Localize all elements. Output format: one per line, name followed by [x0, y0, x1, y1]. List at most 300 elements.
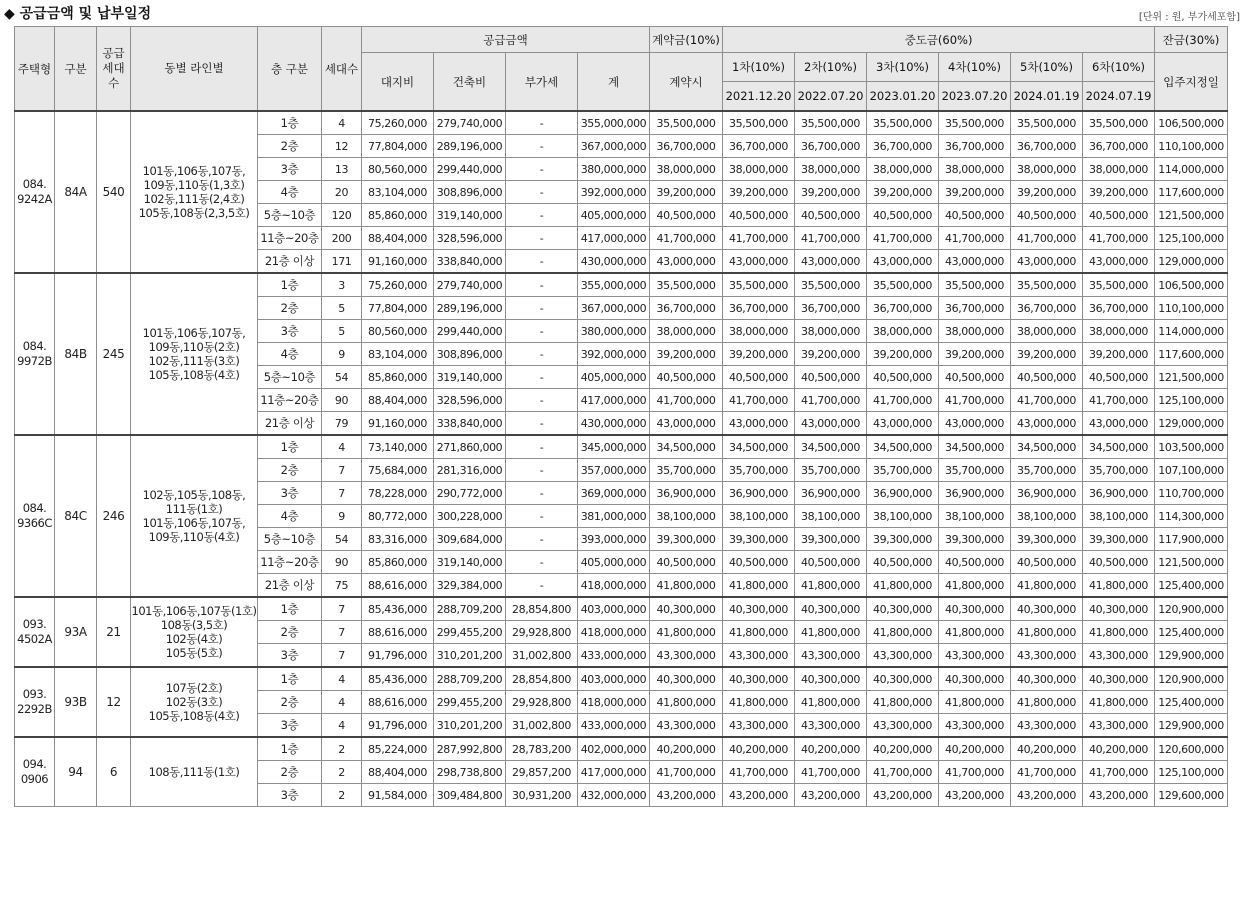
cell-middle-2: 41,800,000 [795, 574, 867, 598]
cell-middle-3: 38,100,000 [867, 505, 939, 528]
cell-total: 355,000,000 [578, 273, 650, 297]
cell-land: 85,224,000 [362, 737, 434, 761]
cell-balance: 117,900,000 [1155, 528, 1228, 551]
cell-total: 430,000,000 [578, 250, 650, 274]
cell-deposit: 40,500,000 [650, 551, 723, 574]
cell-deposit: 36,700,000 [650, 135, 723, 158]
cell-middle-5: 41,800,000 [1011, 621, 1083, 644]
cell-building: 310,201,200 [434, 644, 506, 668]
cell-middle-1: 34,500,000 [723, 435, 795, 459]
header-land: 대지비 [362, 53, 434, 112]
table-row [15, 111, 1228, 135]
cell-balance: 103,500,000 [1155, 435, 1228, 459]
cell-middle-2: 40,200,000 [795, 737, 867, 761]
cell-building: 281,316,000 [434, 459, 506, 482]
cell-middle-6: 35,500,000 [1083, 273, 1155, 297]
header-supply-units: 공급 세대수 [97, 27, 131, 112]
cell-units: 9 [322, 505, 362, 528]
header-middle-5: 5차(10%) [1011, 53, 1083, 82]
cell-category: 94 [55, 737, 97, 807]
cell-land: 75,260,000 [362, 273, 434, 297]
cell-supply-units: 245 [97, 273, 131, 435]
cell-middle-5: 41,700,000 [1011, 389, 1083, 412]
header-middle-6: 6차(10%) [1083, 53, 1155, 82]
header-vat: 부가세 [506, 53, 578, 112]
cell-land: 83,316,000 [362, 528, 434, 551]
cell-building: 288,709,200 [434, 667, 506, 691]
table-row [15, 737, 1228, 761]
cell-middle-5: 43,300,000 [1011, 714, 1083, 738]
cell-category: 84B [55, 273, 97, 435]
cell-units: 7 [322, 644, 362, 668]
cell-middle-2: 43,200,000 [795, 784, 867, 807]
cell-middle-6: 41,700,000 [1083, 389, 1155, 412]
cell-total: 345,000,000 [578, 435, 650, 459]
cell-total: 355,000,000 [578, 111, 650, 135]
cell-total: 403,000,000 [578, 667, 650, 691]
cell-middle-1: 40,300,000 [723, 597, 795, 621]
cell-middle-1: 41,800,000 [723, 621, 795, 644]
cell-deposit: 43,200,000 [650, 784, 723, 807]
cell-balance: 120,900,000 [1155, 597, 1228, 621]
cell-balance: 106,500,000 [1155, 273, 1228, 297]
cell-building: 289,196,000 [434, 297, 506, 320]
header-house-type: 주택형 [15, 27, 55, 112]
cell-floor: 3층 [258, 320, 322, 343]
cell-balance: 110,700,000 [1155, 482, 1228, 505]
cell-balance: 107,100,000 [1155, 459, 1228, 482]
cell-balance: 121,500,000 [1155, 204, 1228, 227]
header-supply-amount: 공급금액 [362, 27, 650, 53]
title-bar [0, 0, 1242, 24]
cell-middle-6: 43,300,000 [1083, 644, 1155, 668]
cell-deposit: 35,700,000 [650, 459, 723, 482]
cell-middle-6: 41,800,000 [1083, 574, 1155, 598]
cell-units: 4 [322, 111, 362, 135]
cell-middle-2: 38,000,000 [795, 158, 867, 181]
header-middle-3: 3차(10%) [867, 53, 939, 82]
cell-balance: 125,400,000 [1155, 691, 1228, 714]
cell-vat: 31,002,800 [506, 644, 578, 668]
cell-middle-5: 39,300,000 [1011, 528, 1083, 551]
table-row [15, 597, 1228, 621]
cell-deposit: 35,500,000 [650, 273, 723, 297]
cell-building: 298,738,800 [434, 761, 506, 784]
cell-building: 289,196,000 [434, 135, 506, 158]
cell-middle-1: 35,500,000 [723, 111, 795, 135]
cell-middle-2: 40,300,000 [795, 597, 867, 621]
cell-middle-5: 43,200,000 [1011, 784, 1083, 807]
cell-balance: 125,400,000 [1155, 621, 1228, 644]
cell-middle-3: 40,500,000 [867, 366, 939, 389]
cell-vat: - [506, 528, 578, 551]
cell-total: 432,000,000 [578, 784, 650, 807]
cell-vat: - [506, 181, 578, 204]
cell-middle-5: 36,900,000 [1011, 482, 1083, 505]
cell-balance: 121,500,000 [1155, 366, 1228, 389]
cell-units: 90 [322, 551, 362, 574]
cell-total: 405,000,000 [578, 204, 650, 227]
cell-total: 402,000,000 [578, 737, 650, 761]
cell-middle-4: 40,200,000 [939, 737, 1011, 761]
cell-total: 367,000,000 [578, 135, 650, 158]
cell-middle-4: 34,500,000 [939, 435, 1011, 459]
cell-middle-2: 38,100,000 [795, 505, 867, 528]
header-middle-4: 4차(10%) [939, 53, 1011, 82]
cell-middle-6: 40,500,000 [1083, 204, 1155, 227]
cell-middle-4: 40,500,000 [939, 204, 1011, 227]
cell-balance: 129,000,000 [1155, 250, 1228, 274]
cell-balance: 125,100,000 [1155, 227, 1228, 250]
cell-deposit: 38,100,000 [650, 505, 723, 528]
cell-middle-3: 41,800,000 [867, 574, 939, 598]
cell-middle-2: 43,300,000 [795, 644, 867, 668]
cell-land: 83,104,000 [362, 181, 434, 204]
cell-deposit: 43,000,000 [650, 412, 723, 436]
cell-units: 7 [322, 597, 362, 621]
cell-middle-6: 40,300,000 [1083, 597, 1155, 621]
cell-middle-4: 35,500,000 [939, 273, 1011, 297]
cell-middle-4: 41,700,000 [939, 227, 1011, 250]
header-balance-sub: 입주지정일 [1155, 53, 1228, 112]
header-balance: 잔금(30%) [1155, 27, 1228, 53]
cell-middle-4: 43,000,000 [939, 250, 1011, 274]
table-body [15, 111, 1228, 807]
cell-category: 84C [55, 435, 97, 597]
cell-total: 433,000,000 [578, 714, 650, 738]
cell-supply-units: 540 [97, 111, 131, 273]
cell-middle-6: 36,900,000 [1083, 482, 1155, 505]
cell-middle-6: 34,500,000 [1083, 435, 1155, 459]
cell-middle-1: 36,700,000 [723, 297, 795, 320]
cell-middle-2: 36,900,000 [795, 482, 867, 505]
cell-middle-5: 41,700,000 [1011, 227, 1083, 250]
cell-middle-1: 38,100,000 [723, 505, 795, 528]
cell-floor: 4층 [258, 181, 322, 204]
cell-middle-2: 36,700,000 [795, 135, 867, 158]
header-middle-payment: 중도금(60%) [723, 27, 1155, 53]
cell-middle-1: 41,800,000 [723, 691, 795, 714]
cell-building-line: 107동(2호) 102동(3호) 105동,108동(4호) [131, 667, 258, 737]
cell-building: 338,840,000 [434, 412, 506, 436]
cell-building: 310,201,200 [434, 714, 506, 738]
header-building-line: 동별 라인별 [131, 27, 258, 112]
cell-vat: 31,002,800 [506, 714, 578, 738]
cell-house-type: 094. 0906 [15, 737, 55, 807]
header-deposit: 계약금(10%) [650, 27, 723, 53]
cell-middle-2: 39,200,000 [795, 343, 867, 366]
cell-balance: 106,500,000 [1155, 111, 1228, 135]
cell-middle-5: 34,500,000 [1011, 435, 1083, 459]
cell-middle-4: 40,300,000 [939, 597, 1011, 621]
cell-vat: 29,928,800 [506, 621, 578, 644]
cell-building: 309,684,000 [434, 528, 506, 551]
cell-middle-6: 39,200,000 [1083, 181, 1155, 204]
cell-middle-3: 43,000,000 [867, 250, 939, 274]
cell-total: 418,000,000 [578, 574, 650, 598]
cell-total: 418,000,000 [578, 621, 650, 644]
cell-units: 54 [322, 366, 362, 389]
cell-units: 12 [322, 135, 362, 158]
cell-deposit: 43,300,000 [650, 714, 723, 738]
cell-middle-5: 40,300,000 [1011, 597, 1083, 621]
cell-building-line: 108동,111동(1호) [131, 737, 258, 807]
cell-middle-6: 39,300,000 [1083, 528, 1155, 551]
cell-supply-units: 12 [97, 667, 131, 737]
cell-middle-1: 35,700,000 [723, 459, 795, 482]
cell-land: 91,160,000 [362, 250, 434, 274]
cell-floor: 3층 [258, 714, 322, 738]
cell-category: 84A [55, 111, 97, 273]
cell-land: 85,860,000 [362, 551, 434, 574]
cell-middle-3: 40,200,000 [867, 737, 939, 761]
cell-units: 3 [322, 273, 362, 297]
cell-floor: 1층 [258, 111, 322, 135]
unit-note: [단위 : 원, 부가세포함] [1138, 12, 1240, 23]
cell-middle-4: 38,000,000 [939, 320, 1011, 343]
cell-building: 299,455,200 [434, 621, 506, 644]
supply-price-table [14, 26, 1228, 807]
cell-vat: - [506, 459, 578, 482]
cell-middle-2: 41,800,000 [795, 691, 867, 714]
cell-middle-3: 40,500,000 [867, 551, 939, 574]
cell-middle-1: 41,700,000 [723, 227, 795, 250]
cell-units: 7 [322, 482, 362, 505]
cell-building: 288,709,200 [434, 597, 506, 621]
cell-units: 4 [322, 435, 362, 459]
cell-floor: 2층 [258, 621, 322, 644]
cell-middle-6: 38,100,000 [1083, 505, 1155, 528]
cell-middle-3: 43,300,000 [867, 714, 939, 738]
cell-vat: - [506, 297, 578, 320]
cell-land: 80,560,000 [362, 320, 434, 343]
cell-floor: 1층 [258, 597, 322, 621]
cell-middle-4: 35,500,000 [939, 111, 1011, 135]
cell-floor: 5층~10층 [258, 366, 322, 389]
cell-middle-2: 40,500,000 [795, 366, 867, 389]
cell-middle-6: 35,700,000 [1083, 459, 1155, 482]
cell-total: 380,000,000 [578, 158, 650, 181]
cell-supply-units: 21 [97, 597, 131, 667]
cell-deposit: 41,800,000 [650, 691, 723, 714]
cell-deposit: 34,500,000 [650, 435, 723, 459]
cell-total: 417,000,000 [578, 761, 650, 784]
cell-middle-6: 41,800,000 [1083, 621, 1155, 644]
cell-floor: 3층 [258, 644, 322, 668]
cell-land: 78,228,000 [362, 482, 434, 505]
cell-middle-5: 40,200,000 [1011, 737, 1083, 761]
cell-units: 54 [322, 528, 362, 551]
cell-floor: 2층 [258, 135, 322, 158]
cell-middle-6: 38,000,000 [1083, 158, 1155, 181]
cell-floor: 3층 [258, 158, 322, 181]
cell-vat: - [506, 135, 578, 158]
cell-house-type: 084. 9972B [15, 273, 55, 435]
cell-units: 9 [322, 343, 362, 366]
cell-house-type: 093. 2292B [15, 667, 55, 737]
cell-floor: 21층 이상 [258, 250, 322, 274]
cell-middle-2: 43,300,000 [795, 714, 867, 738]
cell-middle-2: 39,200,000 [795, 181, 867, 204]
cell-middle-1: 38,000,000 [723, 320, 795, 343]
cell-middle-4: 40,300,000 [939, 667, 1011, 691]
cell-middle-6: 35,500,000 [1083, 111, 1155, 135]
cell-land: 77,804,000 [362, 135, 434, 158]
cell-land: 83,104,000 [362, 343, 434, 366]
header-floor-group: 층 구분 [258, 27, 322, 112]
cell-middle-1: 39,200,000 [723, 343, 795, 366]
cell-building: 290,772,000 [434, 482, 506, 505]
cell-middle-2: 35,500,000 [795, 111, 867, 135]
cell-units: 120 [322, 204, 362, 227]
cell-balance: 129,000,000 [1155, 412, 1228, 436]
cell-building: 328,596,000 [434, 389, 506, 412]
header-middle-date-3: 2023.01.20 [867, 82, 939, 112]
cell-land: 85,436,000 [362, 597, 434, 621]
cell-land: 75,684,000 [362, 459, 434, 482]
cell-building: 308,896,000 [434, 343, 506, 366]
cell-middle-4: 41,800,000 [939, 574, 1011, 598]
cell-middle-5: 40,500,000 [1011, 366, 1083, 389]
cell-middle-3: 36,700,000 [867, 297, 939, 320]
cell-middle-3: 38,000,000 [867, 158, 939, 181]
cell-supply-units: 6 [97, 737, 131, 807]
cell-deposit: 40,300,000 [650, 597, 723, 621]
cell-middle-2: 34,500,000 [795, 435, 867, 459]
cell-middle-6: 40,500,000 [1083, 551, 1155, 574]
cell-middle-2: 35,500,000 [795, 273, 867, 297]
cell-total: 405,000,000 [578, 366, 650, 389]
cell-floor: 2층 [258, 459, 322, 482]
cell-balance: 120,900,000 [1155, 667, 1228, 691]
cell-middle-4: 41,800,000 [939, 691, 1011, 714]
cell-building: 279,740,000 [434, 273, 506, 297]
cell-middle-6: 43,300,000 [1083, 714, 1155, 738]
cell-vat: - [506, 111, 578, 135]
cell-building-line: 101동,106동,107동, 109동,110동(1,3호) 102동,111동(2,4호) 105동,108동(2,3,5호) [131, 111, 258, 273]
cell-middle-3: 43,200,000 [867, 784, 939, 807]
cell-units: 20 [322, 181, 362, 204]
cell-building: 319,140,000 [434, 366, 506, 389]
cell-balance: 114,000,000 [1155, 320, 1228, 343]
cell-middle-4: 36,900,000 [939, 482, 1011, 505]
cell-units: 200 [322, 227, 362, 250]
cell-vat: - [506, 204, 578, 227]
cell-middle-1: 36,700,000 [723, 135, 795, 158]
cell-middle-2: 41,800,000 [795, 621, 867, 644]
cell-total: 367,000,000 [578, 297, 650, 320]
table-row [15, 435, 1228, 459]
cell-middle-5: 38,000,000 [1011, 158, 1083, 181]
cell-middle-6: 43,000,000 [1083, 412, 1155, 436]
table-header [15, 27, 1228, 112]
cell-balance: 114,000,000 [1155, 158, 1228, 181]
cell-building: 279,740,000 [434, 111, 506, 135]
cell-vat: - [506, 366, 578, 389]
cell-vat: 29,857,200 [506, 761, 578, 784]
cell-building: 309,484,800 [434, 784, 506, 807]
cell-building: 300,228,000 [434, 505, 506, 528]
cell-land: 85,860,000 [362, 204, 434, 227]
cell-units: 2 [322, 784, 362, 807]
cell-middle-4: 35,700,000 [939, 459, 1011, 482]
cell-total: 392,000,000 [578, 343, 650, 366]
cell-units: 4 [322, 714, 362, 738]
cell-middle-3: 36,700,000 [867, 135, 939, 158]
cell-house-type: 093. 4502A [15, 597, 55, 667]
cell-floor: 2층 [258, 691, 322, 714]
cell-middle-1: 43,000,000 [723, 250, 795, 274]
cell-middle-4: 41,800,000 [939, 621, 1011, 644]
table-row [15, 273, 1228, 297]
cell-middle-2: 40,500,000 [795, 204, 867, 227]
cell-building-line: 101동,106동,107동, 109동,110동(2호) 102동,111동(3호) 105동,108동(4호) [131, 273, 258, 435]
cell-middle-3: 38,000,000 [867, 320, 939, 343]
cell-land: 80,772,000 [362, 505, 434, 528]
cell-middle-2: 41,700,000 [795, 761, 867, 784]
cell-total: 418,000,000 [578, 691, 650, 714]
header-middle-date-4: 2023.07.20 [939, 82, 1011, 112]
cell-units: 90 [322, 389, 362, 412]
cell-land: 85,860,000 [362, 366, 434, 389]
cell-middle-5: 43,000,000 [1011, 412, 1083, 436]
cell-middle-3: 41,700,000 [867, 761, 939, 784]
cell-deposit: 39,200,000 [650, 343, 723, 366]
cell-floor: 1층 [258, 737, 322, 761]
cell-deposit: 39,300,000 [650, 528, 723, 551]
cell-middle-6: 43,200,000 [1083, 784, 1155, 807]
cell-middle-3: 35,700,000 [867, 459, 939, 482]
cell-middle-4: 41,700,000 [939, 389, 1011, 412]
cell-units: 5 [322, 320, 362, 343]
cell-middle-5: 35,500,000 [1011, 111, 1083, 135]
cell-balance: 125,100,000 [1155, 389, 1228, 412]
cell-middle-4: 40,500,000 [939, 551, 1011, 574]
cell-middle-1: 36,900,000 [723, 482, 795, 505]
cell-vat: - [506, 551, 578, 574]
cell-building: 299,455,200 [434, 691, 506, 714]
cell-floor: 1층 [258, 435, 322, 459]
cell-middle-3: 41,700,000 [867, 227, 939, 250]
cell-balance: 110,100,000 [1155, 135, 1228, 158]
cell-middle-3: 43,300,000 [867, 644, 939, 668]
cell-land: 73,140,000 [362, 435, 434, 459]
cell-total: 405,000,000 [578, 551, 650, 574]
cell-land: 91,584,000 [362, 784, 434, 807]
cell-balance: 129,600,000 [1155, 784, 1228, 807]
cell-building: 299,440,000 [434, 320, 506, 343]
cell-middle-1: 41,800,000 [723, 574, 795, 598]
cell-middle-4: 40,500,000 [939, 366, 1011, 389]
cell-middle-5: 38,100,000 [1011, 505, 1083, 528]
cell-total: 393,000,000 [578, 528, 650, 551]
cell-deposit: 39,200,000 [650, 181, 723, 204]
cell-middle-2: 38,000,000 [795, 320, 867, 343]
cell-vat: 30,931,200 [506, 784, 578, 807]
cell-supply-units: 246 [97, 435, 131, 597]
header-deposit-sub: 계약시 [650, 53, 723, 112]
cell-middle-1: 41,700,000 [723, 761, 795, 784]
cell-total: 417,000,000 [578, 389, 650, 412]
cell-land: 80,560,000 [362, 158, 434, 181]
header-middle-date-1: 2021.12.20 [723, 82, 795, 112]
header-middle-date-2: 2022.07.20 [795, 82, 867, 112]
cell-middle-3: 35,500,000 [867, 111, 939, 135]
cell-middle-5: 36,700,000 [1011, 135, 1083, 158]
cell-balance: 120,600,000 [1155, 737, 1228, 761]
cell-middle-2: 41,700,000 [795, 389, 867, 412]
cell-building: 319,140,000 [434, 551, 506, 574]
